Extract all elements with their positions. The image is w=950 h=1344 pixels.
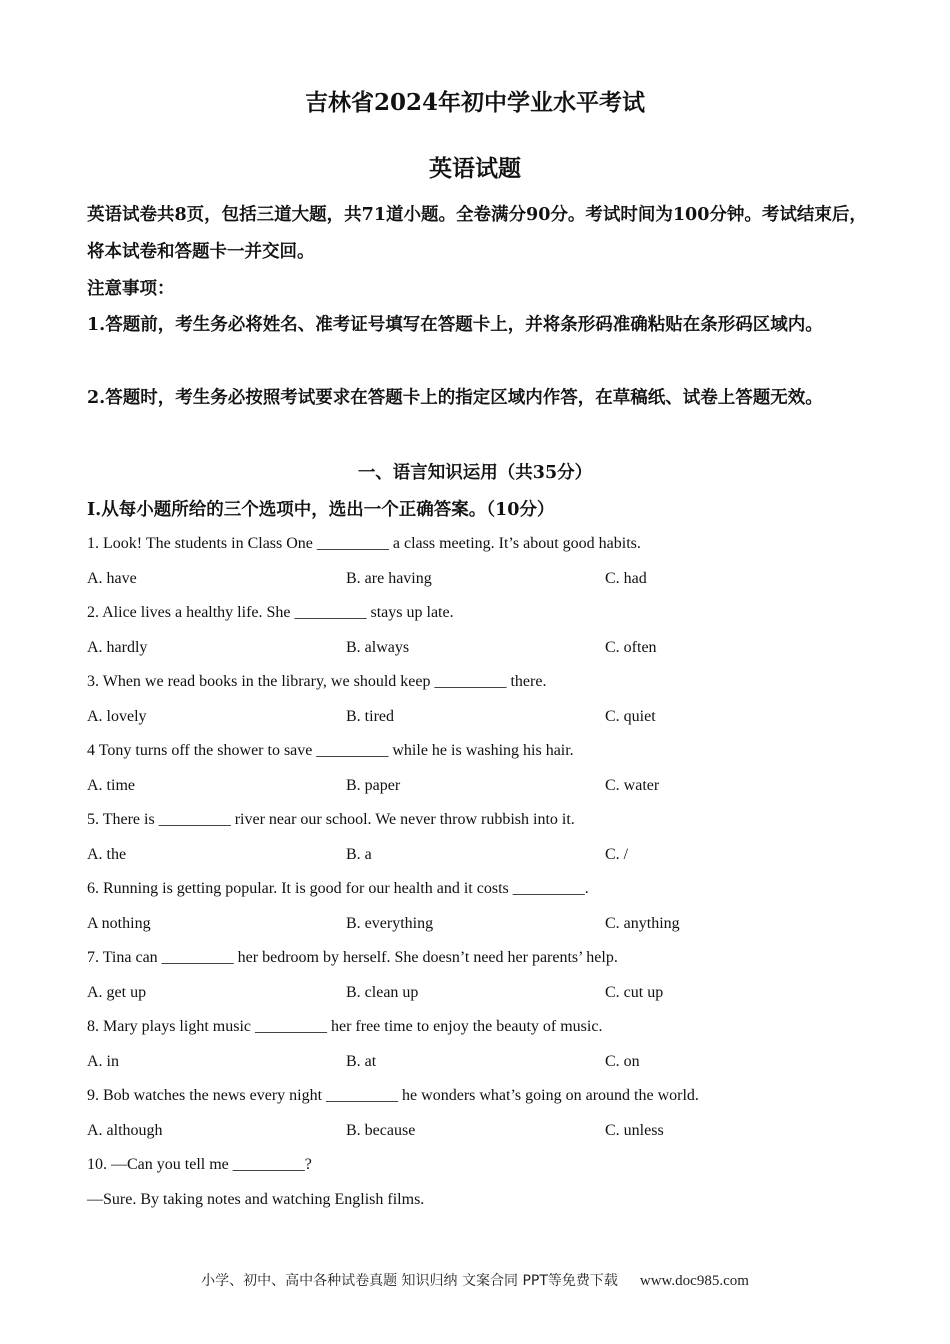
option-c: C. quiet: [605, 708, 656, 725]
option-a: A. get up: [87, 984, 147, 1001]
question-options: [87, 915, 867, 937]
option-b: B. a: [346, 846, 372, 863]
question-stem: 2. Alice lives a healthy life. She _________ stays up late.: [87, 604, 454, 621]
option-a: A. in: [87, 1053, 119, 1070]
question-stem: 8. Mary plays light music _________ her free time to enjoy the beauty of music.: [87, 1018, 603, 1035]
question-options: [87, 984, 867, 1006]
question-stem: 7. Tina can _________ her bedroom by herself. She doesn’t need her parents’ help.: [87, 949, 618, 966]
note-1: 1.答题前，考生务必将姓名、准考证号填写在答题卡上，并将条形码准确粘贴在条形码区域内。: [87, 315, 823, 335]
option-a: A. have: [87, 570, 137, 587]
option-b: B. clean up: [346, 984, 419, 1001]
section-1-heading: 一、语言知识运用（共35分）: [357, 463, 593, 483]
option-a: A. time: [87, 777, 135, 794]
option-b: B. at: [346, 1053, 377, 1070]
option-c: C. unless: [605, 1122, 664, 1139]
option-a: A. hardly: [87, 639, 148, 656]
option-a: A. the: [87, 846, 127, 863]
page-footer: [0, 1270, 950, 1290]
option-a: A nothing: [87, 915, 151, 932]
question-stem: 5. There is _________ river near our school. We never throw rubbish into it.: [87, 811, 575, 828]
question-stem: 1. Look! The students in Class One _________ a class meeting. It’s about good habits.: [87, 535, 641, 552]
option-c: C. on: [605, 1053, 640, 1070]
option-c: C. cut up: [605, 984, 664, 1001]
option-b: B. are having: [346, 570, 432, 587]
question-options: [87, 1053, 867, 1075]
part-1-heading: Ⅰ.从每小题所给的三个选项中，选出一个正确答案。（10分）: [87, 500, 555, 520]
option-a: A. although: [87, 1122, 163, 1139]
question-10-line-1: 10. —Can you tell me _________?: [87, 1156, 312, 1173]
question-10-line-2: —Sure. By taking notes and watching English films.: [87, 1191, 425, 1208]
question-stem: 3. When we read books in the library, we should keep _________ there.: [87, 673, 547, 690]
notes-title: 注意事项：: [87, 279, 175, 299]
option-b: B. paper: [346, 777, 401, 794]
option-c: C. often: [605, 639, 657, 656]
intro-paragraph: 英语试卷共8页，包括三道大题，共71道小题。全卷满分90分。考试时间为100分钟。考试结束后，将本试卷和答题卡一并交回。: [87, 205, 867, 262]
option-b: B. tired: [346, 708, 394, 725]
option-b: B. because: [346, 1122, 416, 1139]
question-options: [87, 846, 867, 868]
option-c: C. water: [605, 777, 660, 794]
footer-text: 小学、初中、高中各种试卷真题 知识归纳 文案合同 PPT等免费下载: [201, 1273, 618, 1289]
question-options: [87, 708, 867, 730]
option-c: C. /: [605, 846, 629, 863]
option-b: B. everything: [346, 915, 434, 932]
exam-subtitle: 英语试题: [429, 155, 521, 182]
question-options: [87, 570, 867, 592]
question-options: [87, 639, 867, 661]
option-a: A. lovely: [87, 708, 147, 725]
exam-title: 吉林省2024年初中学业水平考试: [304, 89, 645, 116]
question-stem: 9. Bob watches the news every night _________ he wonders what’s going on around the world.: [87, 1087, 699, 1104]
note-2: 2.答题时，考生务必按照考试要求在答题卡上的指定区域内作答，在草稿纸、试卷上答题无效。: [87, 388, 823, 408]
question-stem: 4 Tony turns off the shower to save _________ while he is washing his hair.: [87, 742, 574, 759]
option-c: C. anything: [605, 915, 680, 932]
option-b: B. always: [346, 639, 410, 656]
option-c: C. had: [605, 570, 647, 587]
question-stem: 6. Running is getting popular. It is good for our health and it costs _________.: [87, 880, 589, 897]
question-options: [87, 777, 867, 799]
footer-url[interactable]: www.doc985.com: [639, 1273, 749, 1289]
question-options: [87, 1122, 867, 1144]
